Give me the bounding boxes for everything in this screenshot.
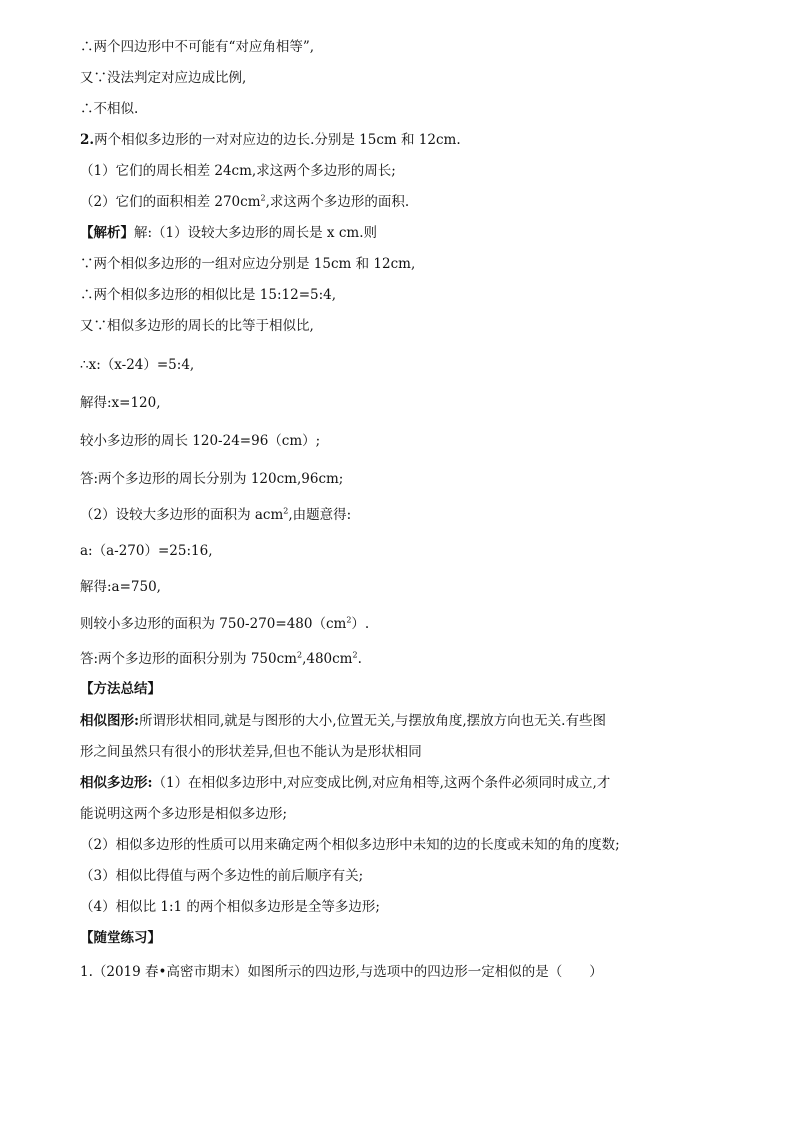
text-line: 又∵相似多边形的周长的比等于相似比, <box>80 318 314 334</box>
text-line: 又∵没法判定对应边成比例, <box>80 70 247 86</box>
text-line: 解得:x=120, <box>80 395 161 411</box>
text-line: ∵两个相似多边形的一组对应边分别是 15cm 和 12cm, <box>80 256 416 272</box>
text-line: （2）相似多边形的性质可以用来确定两个相似多边形中未知的边的长度或未知的角的度数; <box>80 837 620 853</box>
text-line: 解得:a=750, <box>80 579 161 595</box>
text-line: a:（a-270）=25:16, <box>80 543 213 559</box>
text-line: 答:两个多边形的面积分别为 $750cm^2,480cm^2$. <box>80 650 362 667</box>
method-summary-heading: 【方法总结】 <box>80 681 161 697</box>
text-line: 能说明这两个多边形是相似多边形; <box>80 806 288 822</box>
text-line: 较小多边形的周长 120-24=96（cm）; <box>80 433 321 449</box>
question-2-part-2: （2）它们的面积相差 $270cm^2$,求这两个多边形的面积. <box>80 193 410 210</box>
text-line: 则较小多边形的面积为 $750-270=480(cm^2)$. <box>80 615 370 632</box>
text-line: （3）相似比得值与两个多边性的前后顺序有关; <box>80 868 364 884</box>
text-line: ∴两个相似多边形的相似比是 15:12=5:4, <box>80 287 337 303</box>
question-2-stem: 2.两个相似多边形的一对对应边的边长.分别是 15cm 和 12cm. <box>80 132 461 148</box>
text-line: 相似多边形:（1）在相似多边形中,对应变成比例,对应角相等,这两个条件必须同时成立,才 <box>80 775 611 791</box>
text-line: 形之间虽然只有很小的形状差异,但也不能认为是形状相同 <box>80 744 422 760</box>
text-line: 相似图形:所谓形状相同,就是与图形的大小,位置无关,与摆放角度,摆放方向也无关.有些图 <box>80 713 606 729</box>
text-line: （2）设较大多边形的面积为 acm$^2$,由题意得: <box>80 506 352 523</box>
practice-question-1: 1.（2019 春•高密市期末）如图所示的四边形,与选项中的四边形一定相似的是（ ） <box>80 964 603 980</box>
text-line: 答:两个多边形的周长分别为 120cm,96cm; <box>80 471 344 487</box>
text-line: （4）相似比 1:1 的两个相似多边形是全等多边形; <box>80 899 380 915</box>
analysis-heading: 【解析】解:（1）设较大多边形的周长是 x cm.则 <box>80 225 377 241</box>
text-line: ∴不相似. <box>80 101 139 117</box>
practice-heading: 【随堂练习】 <box>80 930 161 946</box>
text-line: ∴x:（x-24）=5:4, <box>80 357 195 373</box>
text-line: ∴两个四边形中不可能有“对应角相等”, <box>80 39 315 55</box>
question-2-part-1: （1）它们的周长相差 24cm,求这两个多边形的周长; <box>80 163 396 179</box>
